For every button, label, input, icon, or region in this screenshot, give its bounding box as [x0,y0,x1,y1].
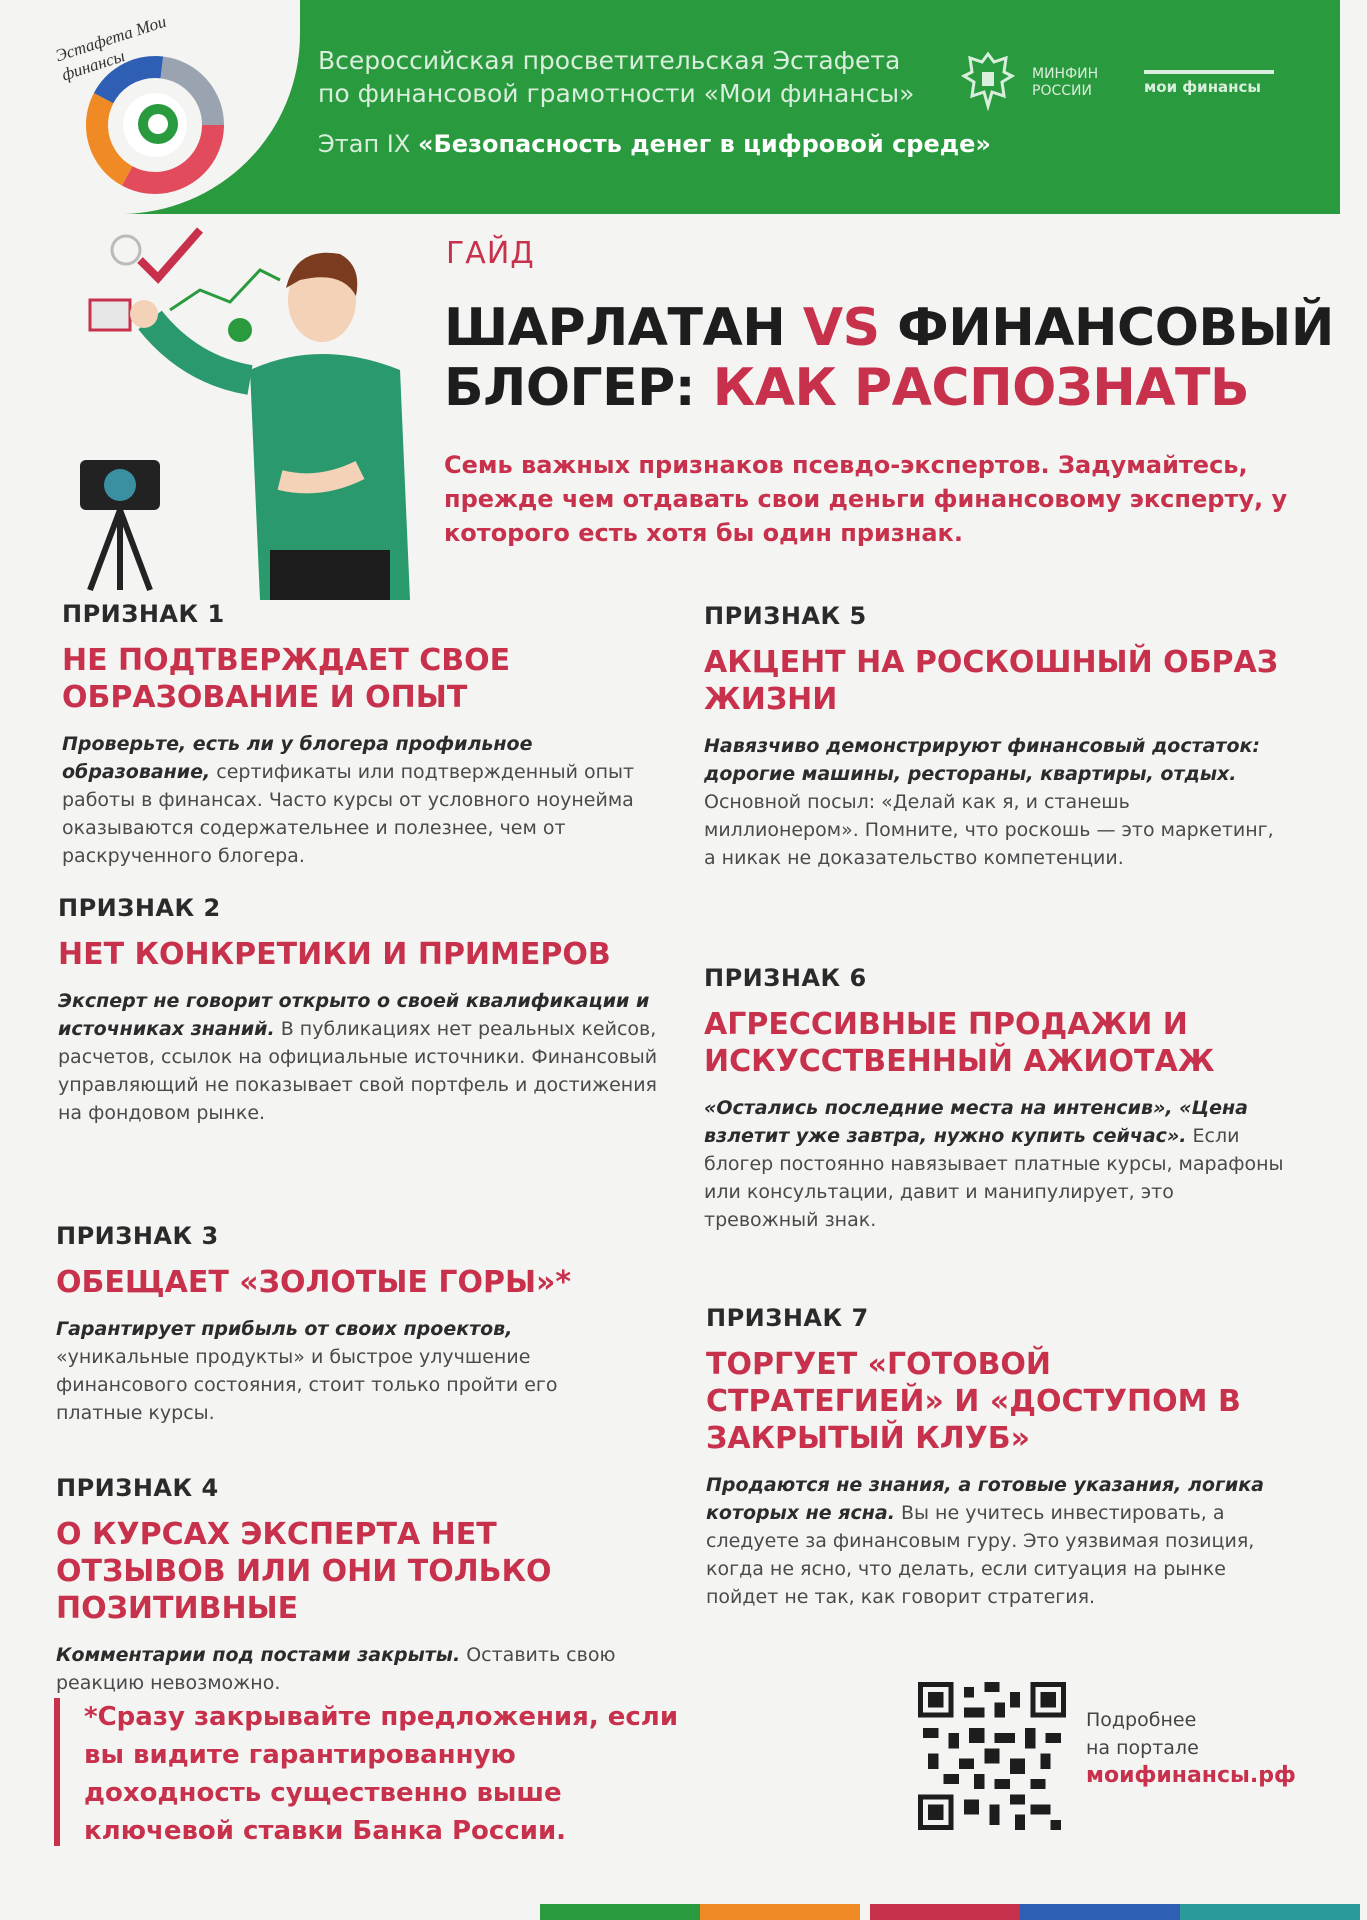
portal-link[interactable]: моифинансы.рф [1086,1763,1296,1788]
sign-emphasis: «Остались последние места на интенсив», «Цена взлетит уже завтра, нужно купить сейчас». [704,1097,1248,1147]
sign-body [62,730,682,870]
header-title-line1: Всероссийская просветительская Эстафета [318,46,901,75]
sign-text: Основной посыл: «Делай как я, и станешь миллионером». Помните, что роскошь — это маркетинг, а никак не доказательство компетенции. [704,791,1274,869]
sign-emphasis: Продаются не знания, а готовые указания, логика которых не ясна. [706,1474,1264,1524]
sign-heading: НЕТ КОНКРЕТИКИ И ПРИМЕРОВ [58,937,611,972]
sign-6 [704,964,1284,1234]
stage-prefix: Этап IX [318,130,411,158]
sign-5 [704,602,1284,872]
sign-emphasis: Навязчиво демонстрируют финансовый достаток: дорогие машины, рестораны, квартиры, отдых. [704,735,1260,785]
logo-area [0,0,300,214]
sign-body [704,1094,1284,1234]
sign-number: ПРИЗНАК 4 [56,1474,219,1502]
stage-title: «Безопасность денег в цифровой среде» [417,130,991,158]
header-banner [0,0,1340,214]
logo-caption: Эстафета Мои финансы [53,11,169,85]
sign-number: ПРИЗНАК 1 [62,600,225,628]
minfin-line1: МИНФИН [1032,66,1099,82]
minfin-line2: РОССИИ [1032,83,1092,99]
sign-body [56,1641,676,1697]
sign-text: Если блогер постоянно навязывает платные курсы, марафоны или консультации, давит и манипулирует, это тревожный знак. [704,1125,1284,1231]
guide-label: ГАЙД [446,236,535,271]
title-part2: ФИНАНСОВЫЙ БЛОГЕР: [444,298,1334,418]
page-title [444,298,1344,418]
sign-number: ПРИЗНАК 7 [706,1304,869,1332]
qr-code[interactable] [918,1682,1066,1830]
sign-number: ПРИЗНАК 5 [704,602,867,630]
title-part3: КАК РАСПОЗНАТЬ [712,358,1250,418]
sign-emphasis: Эксперт не говорит открыто о своей квалификации и источниках знаний. [58,990,650,1040]
eagle-emblem-icon [960,48,1016,112]
minfin-logo [1032,66,1098,100]
sign-body [706,1471,1286,1611]
sign-text: Оставить свою реакцию невозможно. [56,1644,616,1694]
sign-emphasis: Гарантирует прибыль от своих проектов, [56,1318,513,1340]
lead-text: Семь важных признаков псевдо-экспертов. Задумайтесь, прежде чем отдавать свои деньги финансовому эксперту, у которого есть хотя бы один признак. [444,451,1288,547]
sign-2 [58,894,678,1127]
sign-1 [62,600,682,870]
sign-3 [56,1222,636,1427]
blogger-illustration [60,220,440,600]
sign-emphasis: Проверьте, есть ли у блогера профильное образование, [62,733,533,783]
sign-heading: ОБЕЩАЕТ «ЗОЛОТЫЕ ГОРЫ»* [56,1265,572,1300]
title-part1: ШАРЛАТАН [444,298,803,358]
sign-heading: АГРЕССИВНЫЕ ПРОДАЖИ И ИСКУССТВЕННЫЙ АЖИОТАЖ [704,1007,1215,1079]
sign-text: В публикациях нет реальных кейсов, расчетов, ссылок на официальные источники. Финансовый управляющий не показывает свой портфель и достижения на фондовом рынке. [58,1018,658,1124]
sign-text: «уникальные продукты» и быстрое улучшение финансового состояния, стоит только пройти его платные курсы. [56,1346,558,1424]
sign-body [58,987,678,1127]
sign-body [704,732,1284,872]
sign-number: ПРИЗНАК 6 [704,964,867,992]
sign-body [56,1315,636,1427]
sign-text: сертификаты или подтвержденный опыт работы в финансах. Часто курсы от условного ноунейма оказываются содержательнее и полезнее, чем от раскрученного блогера. [62,761,635,867]
sign-text: Вы не учитесь инвестировать, а следуете за финансовым гуру. Это уязвимая позиция, когда не ясно, что делать, если ситуация на рынке пойдет не так, как говорит стратегия. [706,1502,1255,1608]
footnote: *Сразу закрывайте предложения, если вы видите гарантированную доходность существенно выше ключевой ставки Банка России. [54,1698,694,1846]
sign-4 [56,1474,676,1697]
more-line1: Подробнее [1086,1709,1197,1731]
sign-heading: О КУРСАХ ЭКСПЕРТА НЕТ ОТЗЫВОВ ИЛИ ОНИ ТОЛЬКО ПОЗИТИВНЫЕ [56,1517,552,1626]
sign-7 [706,1304,1286,1611]
bottom-color-bars [540,1904,1360,1920]
sign-heading: ТОРГУЕТ «ГОТОВОЙ СТРАТЕГИЕЙ» И «ДОСТУПОМ В ЗАКРЫТЫЙ КЛУБ» [706,1347,1241,1456]
more-info [1086,1706,1296,1790]
moi-finansy-logo: мои финансы [1144,78,1274,96]
title-vs: VS [802,298,880,358]
sign-emphasis: Комментарии под постами закрыты. [56,1644,461,1666]
sign-heading: АКЦЕНТ НА РОСКОШНЫЙ ОБРАЗ ЖИЗНИ [704,645,1279,717]
header-title-line2: по финансовой грамотности «Мои финансы» [318,79,915,108]
sign-number: ПРИЗНАК 2 [58,894,221,922]
more-line2: на портале [1086,1737,1199,1759]
relay-logo-icon [80,50,230,200]
header-stage [318,128,991,161]
sign-heading: НЕ ПОДТВЕРЖДАЕТ СВОЕ ОБРАЗОВАНИЕ И ОПЫТ [62,643,511,715]
sign-number: ПРИЗНАК 3 [56,1222,219,1250]
